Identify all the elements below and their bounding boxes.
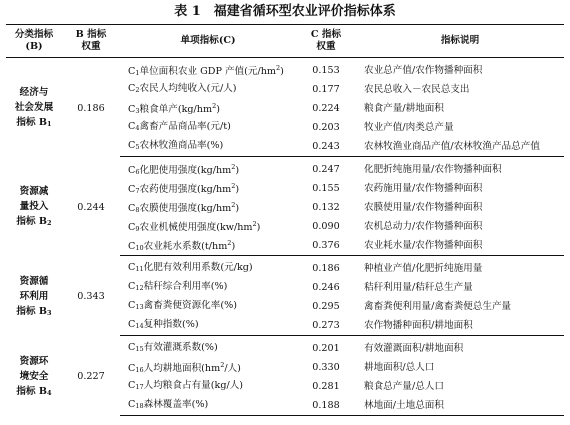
c-weight-cell: 0.246 bbox=[312, 281, 340, 293]
indicator-prefix: C bbox=[128, 281, 136, 292]
indicator-subscript: 7 bbox=[135, 187, 140, 195]
category-name-line: 量投入 bbox=[19, 201, 49, 212]
indicator-subscript: 2 bbox=[135, 86, 140, 94]
indicator-tail: /人) bbox=[224, 363, 241, 374]
indicator-subscript: 3 bbox=[135, 107, 140, 115]
indicator-superscript: 2 bbox=[231, 163, 236, 171]
indicator-subscript: 10 bbox=[135, 244, 144, 252]
c-weight-cell: 0.376 bbox=[296, 236, 356, 256]
explanation-cell: 粮食产量/耕地面积 bbox=[364, 102, 444, 114]
c-weight-cell: 0.090 bbox=[312, 220, 340, 232]
explanation-cell: 粮食总产量/总人口 bbox=[364, 380, 444, 392]
explanation-cell: 林地面/土地总面积 bbox=[356, 396, 564, 416]
c-weight-cell: 0.273 bbox=[296, 316, 356, 336]
c-weight-cell: 0.243 bbox=[296, 137, 356, 157]
indicator-subscript: 4 bbox=[135, 124, 140, 132]
explanation-cell: 种植业产值/化肥折纯施用量 bbox=[364, 262, 483, 274]
c-weight-cell: 0.201 bbox=[312, 342, 340, 354]
indicator-subscript: 9 bbox=[135, 225, 140, 233]
indicator-subscript: 6 bbox=[135, 168, 140, 176]
indicator-prefix: C bbox=[128, 241, 136, 252]
c-weight-cell: 0.247 bbox=[312, 163, 340, 175]
indicator-prefix: C bbox=[128, 222, 136, 233]
explanation-cell: 牧业产值/肉类总产量 bbox=[364, 121, 454, 133]
c-weight-cell: 0.188 bbox=[296, 396, 356, 416]
explanation-cell: 农膜使用量/农作物播种面积 bbox=[364, 201, 483, 213]
indicator-tail: ) bbox=[231, 241, 236, 252]
c-weight-cell: 0.224 bbox=[312, 102, 340, 114]
header-category: 分类指标 (B) bbox=[6, 25, 62, 58]
c-weight-cell: 0.132 bbox=[312, 201, 340, 213]
explanation-cell: 农林牧渔业商品产值/农林牧渔产品总产值 bbox=[356, 137, 564, 157]
indicator-cell bbox=[120, 336, 296, 359]
indicator-cell bbox=[120, 236, 296, 256]
indicator-superscript: 2 bbox=[276, 64, 281, 72]
indicator-cell bbox=[120, 99, 296, 118]
category-name-last bbox=[6, 214, 62, 231]
indicator-subscript: 13 bbox=[135, 303, 144, 311]
category-name-last bbox=[6, 115, 62, 132]
table-title: 表 1 福建省循环型农业评价指标体系 bbox=[174, 4, 396, 19]
indicator-text: 农业机械使用强度(kw/hm bbox=[139, 222, 253, 233]
category-name-text: 指标 B bbox=[16, 117, 48, 129]
explanation-cell: 秸秆利用量/秸秆总生产量 bbox=[364, 281, 473, 293]
category-name-last bbox=[6, 304, 62, 321]
indicator-prefix: C bbox=[128, 104, 136, 115]
category-cell bbox=[6, 58, 62, 157]
indicator-text: 有效灌溉系数(%) bbox=[143, 342, 218, 353]
category-name-line: 经济与 bbox=[19, 87, 49, 99]
b-weight-cell: 0.244 bbox=[77, 201, 105, 213]
indicator-prefix: C bbox=[128, 121, 136, 132]
category-name-line: 环利用 bbox=[19, 290, 49, 302]
c-weight-cell: 0.330 bbox=[312, 361, 340, 373]
indicator-text: 农民人均纯收入(元/人) bbox=[139, 83, 237, 94]
c-weight-cell: 0.203 bbox=[312, 121, 340, 133]
indicator-text: 秸秆综合利用率(%) bbox=[143, 281, 228, 292]
indicator-text: 化肥使用强度(kg/hm bbox=[139, 165, 232, 176]
indicator-superscript: 2 bbox=[220, 361, 225, 369]
category-name-line: 资源循 bbox=[19, 275, 49, 287]
indicator-cell bbox=[120, 377, 296, 396]
indicator-cell bbox=[120, 198, 296, 217]
category-cell bbox=[6, 336, 62, 416]
indicator-cell bbox=[120, 58, 296, 81]
indicator-text: 人均粮食占有量(kg/人) bbox=[143, 380, 244, 391]
indicator-prefix: C bbox=[128, 342, 136, 353]
indicator-subscript: 1 bbox=[135, 69, 140, 77]
indicator-text: 粮食单产(kg/hm bbox=[139, 104, 213, 115]
b-weight-cell: 0.186 bbox=[77, 102, 105, 114]
c-weight-cell: 0.153 bbox=[312, 64, 340, 76]
b-weight-cell: 0.227 bbox=[77, 371, 105, 382]
header-explanation: 指标说明 bbox=[356, 25, 564, 58]
indicator-prefix: C bbox=[128, 203, 136, 214]
indicator-superscript: 2 bbox=[212, 102, 217, 110]
category-name-line: 资源环 bbox=[19, 355, 49, 367]
explanation-cell: 化肥折纯施用量/农作物播种面积 bbox=[364, 163, 502, 175]
header-c-weight: C 指标 权重 bbox=[296, 25, 356, 58]
table-row bbox=[6, 157, 564, 180]
category-name-text: 指标 B bbox=[16, 305, 48, 317]
indicator-text: 农膜使用强度(kg/hm bbox=[139, 203, 232, 214]
c-weight-cell: 0.155 bbox=[312, 182, 340, 194]
indicator-text: 农林牧渔商品率(%) bbox=[139, 140, 224, 151]
explanation-cell: 有效灌溉面积/耕地面积 bbox=[364, 342, 464, 354]
explanation-cell: 耕地面积/总人口 bbox=[364, 361, 435, 373]
table-row bbox=[6, 256, 564, 279]
category-name-text: 指标 B bbox=[16, 216, 48, 227]
indicator-cell bbox=[120, 217, 296, 236]
explanation-cell: 农业总产值/农作物播种面积 bbox=[364, 64, 483, 76]
indicator-subscript: 17 bbox=[135, 383, 144, 391]
category-name-line: 资源减 bbox=[19, 186, 49, 197]
indicator-superscript: 2 bbox=[227, 239, 232, 247]
indicator-cell bbox=[120, 396, 296, 416]
explanation-cell: 农作物播种面积/耕地面积 bbox=[356, 316, 564, 336]
indicator-prefix: C bbox=[128, 165, 136, 176]
indicator-cell bbox=[120, 137, 296, 157]
indicator-superscript: 2 bbox=[231, 182, 236, 190]
category-cell bbox=[6, 256, 62, 336]
explanation-cell: 农药施用量/农作物播种面积 bbox=[364, 182, 483, 194]
indicator-prefix: C bbox=[128, 363, 136, 374]
c-weight-cell: 0.281 bbox=[312, 380, 340, 392]
category-subscript: 1 bbox=[47, 120, 52, 129]
indicator-cell bbox=[120, 118, 296, 137]
indicator-cell bbox=[120, 80, 296, 99]
indicator-cell bbox=[120, 256, 296, 279]
indicator-prefix: C bbox=[128, 83, 136, 94]
indicator-prefix: C bbox=[128, 184, 136, 195]
category-name-line: 境安全 bbox=[19, 370, 49, 382]
indicator-tail: ) bbox=[235, 203, 240, 214]
table-row bbox=[6, 336, 564, 359]
indicator-subscript: 16 bbox=[135, 366, 144, 374]
explanation-cell: 农机总动力/农作物播种面积 bbox=[364, 220, 483, 232]
category-subscript: 4 bbox=[47, 388, 52, 397]
indicator-prefix: C bbox=[128, 319, 136, 330]
indicator-subscript: 15 bbox=[135, 345, 144, 353]
indicator-cell bbox=[120, 358, 296, 377]
c-weight-cell: 0.295 bbox=[312, 300, 340, 312]
category-cell bbox=[6, 157, 62, 256]
table-body bbox=[6, 58, 564, 416]
indicator-superscript: 2 bbox=[252, 220, 257, 228]
indicator-cell bbox=[120, 316, 296, 336]
indicator-tail: ) bbox=[235, 165, 240, 176]
indicator-prefix: C bbox=[128, 380, 136, 391]
indicator-text: 复种指数(%) bbox=[143, 319, 199, 330]
explanation-cell: 禽畜粪便利用量/禽畜粪便总生产量 bbox=[364, 300, 512, 312]
indicator-tail: ) bbox=[235, 184, 240, 195]
table-header-row bbox=[6, 25, 564, 58]
category-subscript: 2 bbox=[47, 219, 52, 227]
indicator-text: 农业耗水系数(t/hm bbox=[143, 241, 228, 252]
indicator-table bbox=[6, 24, 564, 416]
indicator-prefix: C bbox=[128, 140, 136, 151]
header-b-weight: B 指标 权重 bbox=[62, 25, 120, 58]
indicator-text: 单位面积农业 GDP 产值(元/hm bbox=[139, 66, 276, 77]
c-weight-cell: 0.186 bbox=[312, 262, 340, 274]
explanation-cell: 农民总收入－农民总支出 bbox=[364, 83, 470, 95]
indicator-tail: ) bbox=[280, 66, 284, 77]
indicator-cell bbox=[120, 297, 296, 316]
indicator-text: 禽畜粪便资源化率(%) bbox=[143, 300, 237, 311]
indicator-text: 人均耕地面积(hm bbox=[143, 363, 221, 374]
indicator-cell bbox=[120, 179, 296, 198]
indicator-cell bbox=[120, 278, 296, 297]
indicator-text: 农药使用强度(kg/hm bbox=[139, 184, 232, 195]
indicator-tail: ) bbox=[256, 222, 261, 233]
indicator-text: 禽畜产品商品率(元/t) bbox=[139, 121, 231, 132]
indicator-text: 森林覆盖率(%) bbox=[143, 399, 209, 410]
indicator-subscript: 14 bbox=[135, 322, 144, 330]
b-weight-cell: 0.343 bbox=[77, 291, 105, 302]
indicator-cell bbox=[120, 157, 296, 180]
category-name-line: 社会发展 bbox=[14, 102, 54, 114]
indicator-tail: ) bbox=[216, 104, 220, 115]
indicator-prefix: C bbox=[128, 262, 136, 273]
indicator-subscript: 12 bbox=[135, 284, 144, 292]
category-subscript: 3 bbox=[47, 308, 52, 317]
indicator-superscript: 2 bbox=[231, 201, 236, 209]
explanation-cell: 农业耗水量/农作物播种面积 bbox=[356, 236, 564, 256]
indicator-prefix: C bbox=[128, 399, 136, 410]
indicator-subscript: 8 bbox=[135, 206, 140, 214]
indicator-prefix: C bbox=[128, 300, 136, 311]
indicator-subscript: 11 bbox=[135, 265, 144, 273]
category-name-text: 指标 B bbox=[16, 385, 48, 397]
indicator-subscript: 18 bbox=[135, 402, 144, 410]
indicator-prefix: C bbox=[128, 66, 136, 77]
indicator-text: 化肥有效利用系数(元/kg) bbox=[143, 262, 253, 273]
indicator-subscript: 5 bbox=[135, 143, 140, 151]
c-weight-cell: 0.177 bbox=[312, 83, 340, 95]
header-indicator: 单项指标(C) bbox=[120, 25, 296, 58]
category-name-last bbox=[6, 384, 62, 401]
table-row bbox=[6, 58, 564, 81]
